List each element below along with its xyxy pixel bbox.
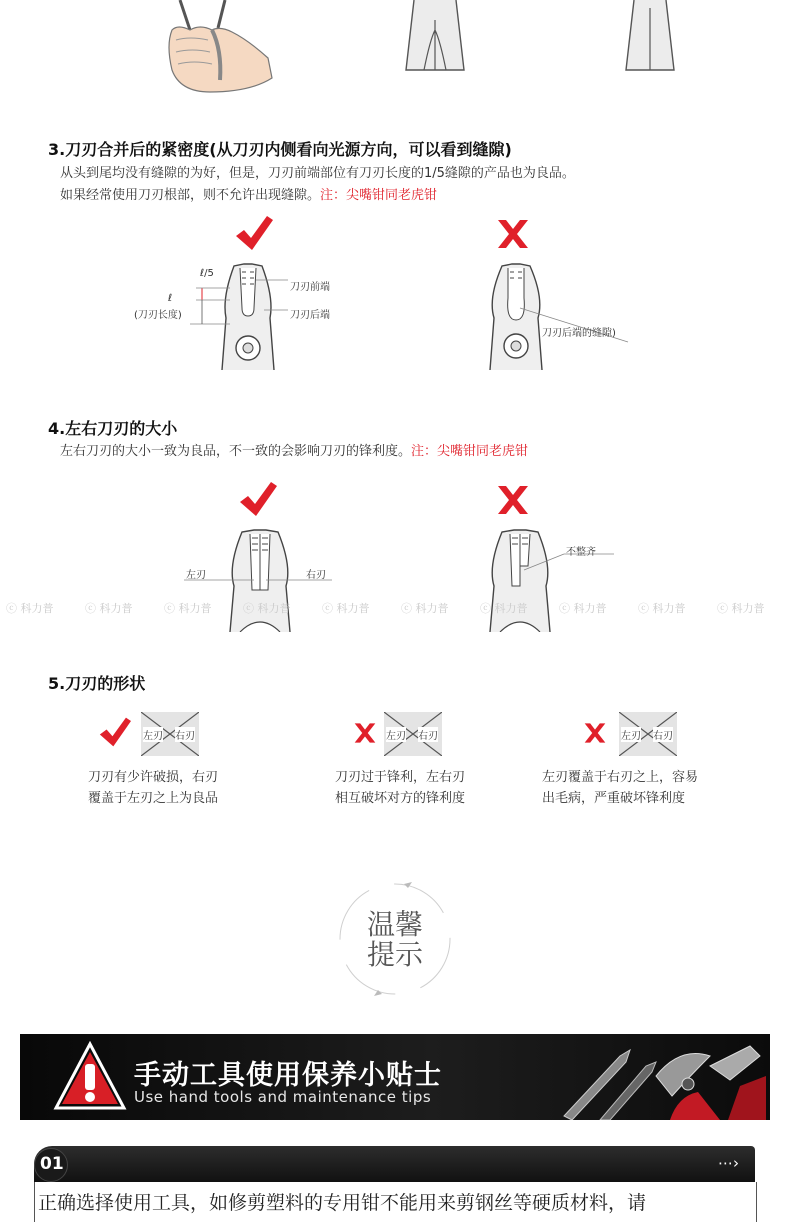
hand-holding-pliers-illustration xyxy=(150,0,280,100)
label-blade-front: 刀刃前端 xyxy=(290,282,330,293)
section-4-text: 左右刀刃的大小一致为良品，不一致的会影响刀刃的锋利度。注：尖嘴钳同老虎钳 xyxy=(60,444,529,459)
label-uneven: 不整齐 xyxy=(566,547,596,558)
section-5-title: 5.刀刃的形状 xyxy=(48,674,146,693)
label-back-gap: 刀刃后端的缝隙) xyxy=(542,328,616,339)
label-l: ℓ xyxy=(168,293,173,304)
x-mark-icon xyxy=(583,722,607,744)
pliers-photo-decoration xyxy=(560,1036,770,1120)
pliers-jaw-illustration-2 xyxy=(620,0,680,72)
watermark: ⓒ 科力普 xyxy=(559,602,607,615)
watermark: ⓒ 科力普 xyxy=(401,602,449,615)
tip-text: 正确选择使用工具，如修剪塑料的专用钳不能用来剪钢丝等硬质材料，请 xyxy=(38,1192,647,1214)
watermark: ⓒ 科力普 xyxy=(85,602,133,615)
watermark: ⓒ 科力普 xyxy=(164,602,212,615)
pliers-jaw-illustration-1 xyxy=(400,0,470,72)
arrow-right-icon: ⋯› xyxy=(718,1154,739,1172)
watermark: ⓒ 科力普 xyxy=(322,602,370,615)
pliers-size-bad-diagram xyxy=(480,526,630,632)
watermark: ⓒ 科力普 xyxy=(480,602,528,615)
tip-number: 01 xyxy=(40,1154,64,1174)
x-mark-icon xyxy=(353,722,377,744)
check-mark-icon xyxy=(234,214,274,252)
watermark: ⓒ 科力普 xyxy=(243,602,291,615)
label-blade-back: 刀刃后端 xyxy=(290,310,330,321)
blade-shape-diagram-3: 左刃 右刃 xyxy=(619,712,677,756)
label-l5: ℓ/5 xyxy=(200,268,214,279)
tip-header-bar xyxy=(34,1146,755,1182)
section-4-note: 注：尖嘴钳同老虎钳 xyxy=(411,444,529,459)
reminder-title: 温馨 提示 xyxy=(366,908,423,971)
section-3-text-2: 如果经常使用刀刃根部，则不允许出现缝隙。注：尖嘴钳同老虎钳 xyxy=(60,188,438,203)
check-mark-icon xyxy=(98,716,132,748)
section-4-title: 4.左右刀刃的大小 xyxy=(48,419,178,438)
watermark: ⓒ 科力普 xyxy=(6,602,54,615)
x-mark-icon xyxy=(496,218,530,250)
warning-icon xyxy=(52,1040,128,1112)
label-right-blade: 右刃 xyxy=(306,570,326,581)
label-left-blade: 左刃 xyxy=(186,570,206,581)
blade-caption-1: 刀刃有少许破损，右刃 覆盖于左刃之上为良品 xyxy=(88,770,219,806)
watermark: ⓒ 科力普 xyxy=(638,602,686,615)
section-3-text-1: 从头到尾均没有缝隙的为好，但是，刀刃前端部位有刀刃长度的1/5缝隙的产品也为良品。 xyxy=(60,166,575,181)
section-3-title: 3.刀刃合并后的紧密度(从刀刃内侧看向光源方向，可以看到缝隙) xyxy=(48,140,512,159)
pliers-tightness-bad-diagram xyxy=(480,258,640,370)
x-mark-icon xyxy=(496,484,530,516)
label-blade-length: (刀刃长度) xyxy=(134,310,182,321)
watermark: ⓒ 科力普 xyxy=(717,602,765,615)
watermark-row xyxy=(6,600,790,616)
blade-shape-diagram-1: 左刃 右刃 xyxy=(141,712,199,756)
section-3-note: 注：尖嘴钳同老虎钳 xyxy=(320,188,438,203)
blade-caption-2: 刀刃过于锋利，左右刃 相互破坏对方的锋利度 xyxy=(335,770,466,806)
banner-subtitle: Use hand tools and maintenance tips xyxy=(134,1088,432,1106)
blade-caption-3: 左刃覆盖于右刃之上，容易 出毛病，严重破坏锋利度 xyxy=(542,770,699,806)
check-mark-icon xyxy=(238,480,278,518)
banner-title: 手动工具使用保养小贴士 xyxy=(134,1060,442,1091)
blade-shape-diagram-2: 左刃 右刃 xyxy=(384,712,442,756)
